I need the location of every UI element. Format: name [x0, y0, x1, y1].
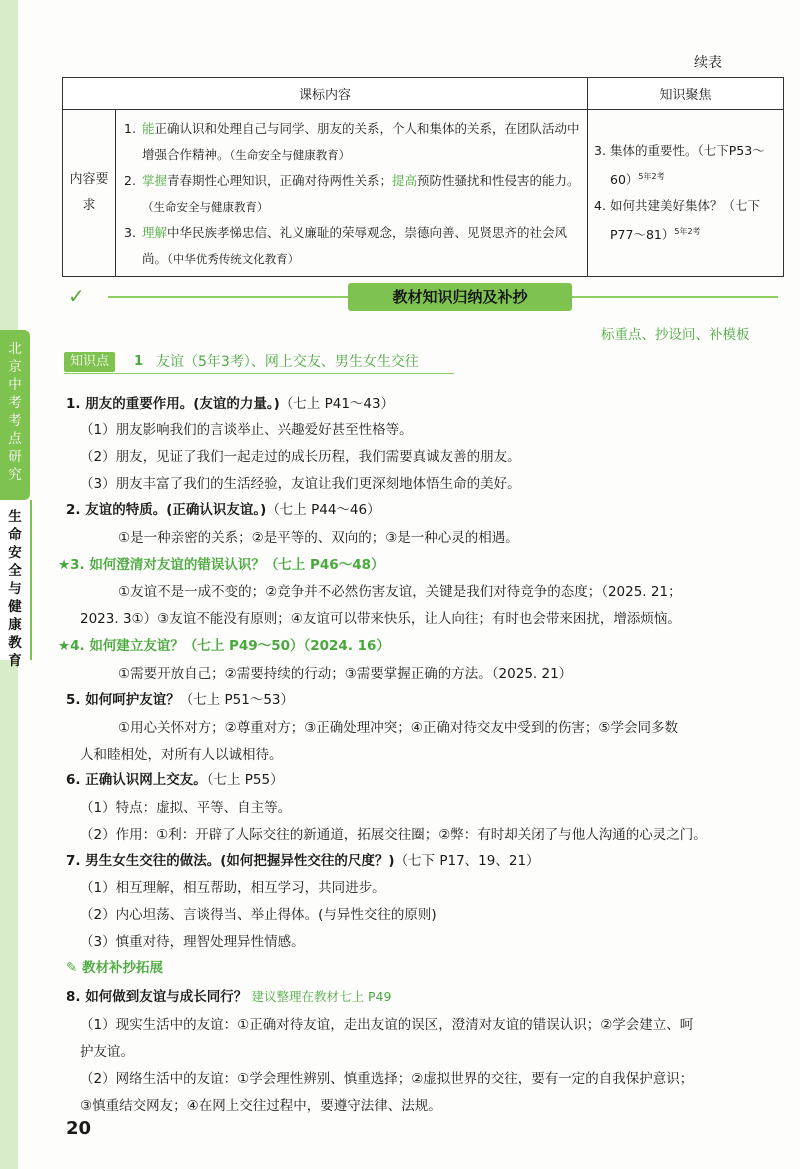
page-number: 20 — [66, 1118, 92, 1139]
side-tab-label: 北京中考考点研究 — [8, 341, 22, 483]
section-banner — [68, 284, 778, 308]
curriculum-table — [62, 77, 784, 277]
kp-number: 1 — [134, 354, 144, 369]
supplement-title: ✎ 教材补抄拓展 — [66, 960, 164, 976]
q8-a3: （2）网络生活中的友谊：①学会理性辨别、慎重选择；②虚拟世界的交往，要有一定的自我保护意识； — [80, 1071, 694, 1087]
check-icon: ✓ — [68, 284, 85, 308]
table-header-standard: 课标内容 — [63, 78, 588, 110]
q7-a1: （1）相互理解，相互帮助，相互学习，共同进步。 — [80, 880, 386, 896]
side-tab-label-2: 生命安全与健康教育 — [8, 509, 22, 669]
list-item: 2. 掌握青春期性心理知识，正确对待两性关系；提高预防性骚扰和性侵害的能力。（生命安全与健康教育） — [124, 173, 580, 214]
q3: ★3. 如何澄清对友谊的错误认识？（七上 P46～48） — [58, 557, 385, 573]
table-header-focus: 知识聚焦 — [588, 78, 784, 110]
q8: 8. 如何做到友谊与成长同行？ 建议整理在教材七上 P49 — [66, 989, 392, 1005]
kp-title: 友谊（5年3考）、网上交友、男生女生交往 — [156, 354, 419, 370]
q4: ★4. 如何建立友谊？（七上 P49～50）（2024. 16） — [58, 638, 390, 654]
right-note: 标重点、抄设问、补模板 — [601, 327, 750, 343]
q1: 1. 朋友的重要作用。(友谊的力量。)（七上 P41～43） — [66, 396, 395, 412]
list-item: 3. 集体的重要性。（七下P53～60）$^{5年2考}$ — [594, 142, 765, 187]
q6-a2: （2）作用：①利：开辟了人际交往的新通道，拓展交往圈；②弊：有时却关闭了与他人沟通的心灵之门。 — [80, 827, 707, 843]
q7-a2: （2）内心坦荡、言谈得当、举止得体。(与异性交往的原则) — [80, 907, 437, 923]
q5-a2: 人和睦相处，对所有人以诚相待。 — [80, 747, 283, 763]
kp-tag: 知识点 — [64, 352, 115, 372]
continued-label: 续表 — [694, 55, 722, 71]
list-item: 1. 能正确认识和处理自己与同学、朋友的关系，个人和集体的关系，在团队活动中增强合作精神。（生命安全与健康教育） — [124, 121, 580, 162]
pencil-icon: ✎ — [66, 960, 83, 976]
requirements-list — [116, 110, 588, 277]
q2-a: ①是一种亲密的关系；②是平等的、双向的；③是一种心灵的相遇。 — [118, 530, 519, 546]
list-item: 3. 理解中华民族孝悌忠信、礼义廉耻的荣辱观念，崇德向善、见贤思齐的社会风尚。（中华优秀传统文化教育） — [124, 225, 568, 266]
q6: 6. 正确认识网上交友。（七上 P55） — [66, 772, 284, 788]
q7: 7. 男生女生交往的做法。(如何把握异性交往的尺度？)（七下 P17、19、21） — [66, 853, 540, 869]
page — [18, 0, 800, 1169]
knowledge-point-header — [64, 352, 784, 374]
q1-a2: （2）朋友，见证了我们一起走过的成长历程，我们需要真诚友善的朋友。 — [80, 449, 521, 465]
focus-list — [588, 110, 784, 277]
q8-a1: （1）现实生活中的友谊：①正确对待友谊，走出友谊的误区，澄清对友谊的错误认识；②学会建立、呵 — [80, 1017, 694, 1033]
q6-a1: （1）特点：虚拟、平等、自主等。 — [80, 800, 292, 816]
row-label: 内容要求 — [63, 110, 116, 277]
q4-a: ①需要开放自己；②需要持续的行动；③需要掌握正确的方法。（2025. 21） — [118, 666, 573, 682]
list-item: 4. 如何共建美好集体？（七下P77～81）$^{5年2考}$ — [594, 198, 761, 243]
q8-a4: ③慎重结交网友；④在网上交往过程中，要遵守法律、法规。 — [80, 1098, 442, 1114]
q1-a1: （1）朋友影响我们的言谈举止、兴趣爱好甚至性格等。 — [80, 422, 413, 438]
q1-a3: （3）朋友丰富了我们的生活经验，友谊让我们更深刻地体悟生命的美好。 — [80, 476, 521, 492]
q5-a1: ①用心关怀对方；②尊重对方；③正确处理冲突；④正确对待交友中受到的伤害；⑤学会同多数 — [118, 720, 679, 736]
q5: 5. 如何呵护友谊？（七上 P51～53） — [66, 692, 295, 708]
q3-a1: ①友谊不是一成不变的；②竞争并不必然伤害友谊，关键是我们对待竞争的态度；（2025. 21； — [118, 584, 682, 600]
q2: 2. 友谊的特质。(正确认识友谊。)（七上 P44～46） — [66, 502, 381, 518]
q8-a2: 护友谊。 — [80, 1044, 134, 1060]
q7-a3: （3）慎重对待，理智处理异性情感。 — [80, 934, 305, 950]
q3-a2: 2023. 3①）③友谊不能没有原则；④友谊可以带来快乐，让人向往；有时也会带来困扰，增添烦恼。 — [80, 611, 681, 627]
section-title: 教材知识归纳及补抄 — [348, 283, 572, 311]
